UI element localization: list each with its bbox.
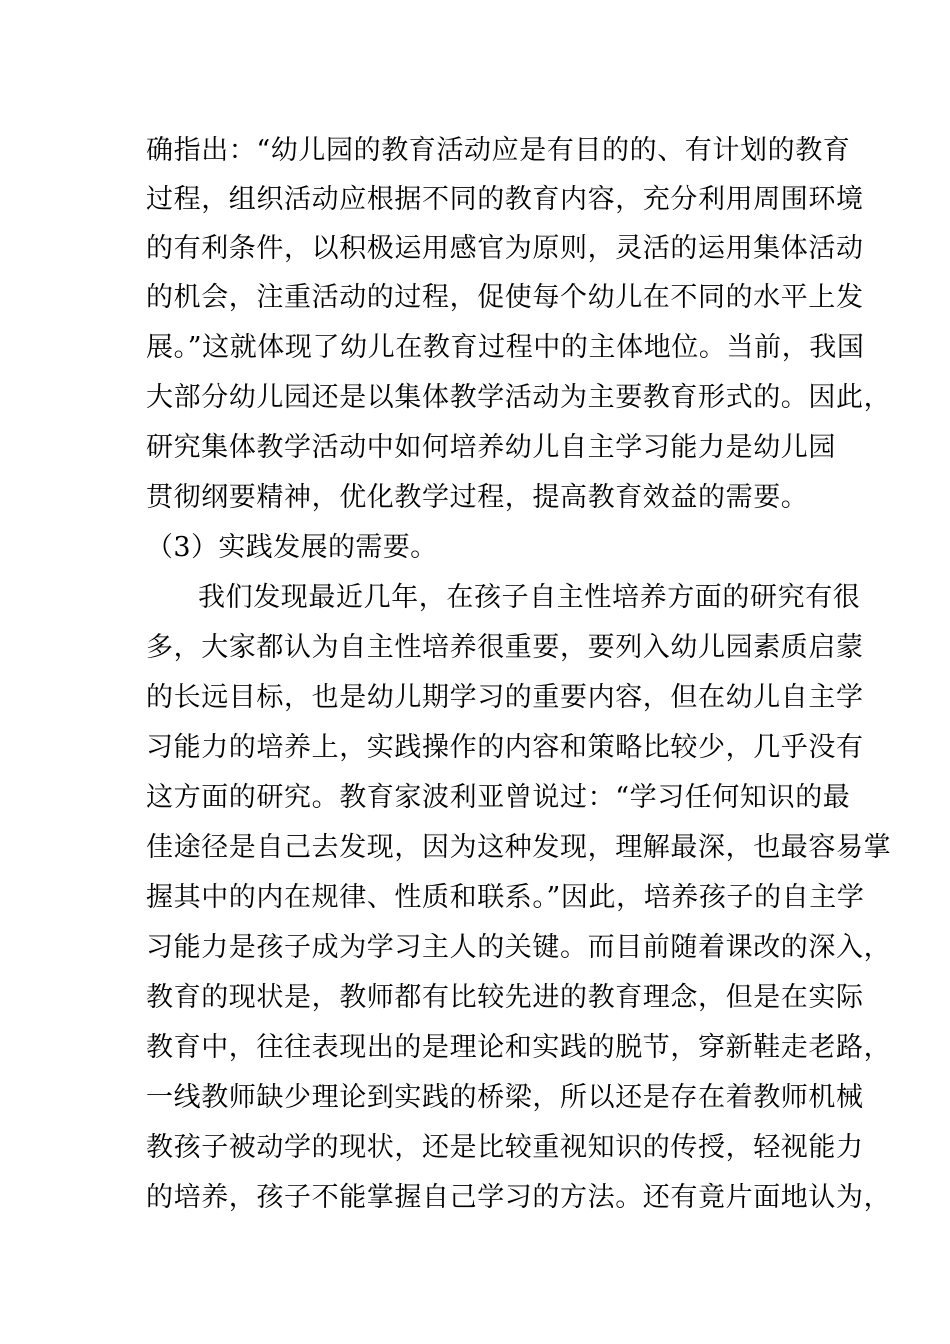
text-line: 习能力是孩子成为学习主人的关键。而目前随着课改的深入， (146, 932, 892, 963)
text-line: 佳途径是自己去发现，因为这种发现，理解最深，也最容易掌 (146, 832, 892, 863)
text-line: 这方面的研究。教育家波利亚曾说过：“学习任何知识的最 (146, 782, 851, 813)
text-line: 多，大家都认为自主性培养很重要，要列入幼儿园素质启蒙 (146, 632, 864, 663)
text-line: 习能力的培养上，实践操作的内容和策略比较少，几乎没有 (146, 732, 864, 763)
section-heading: （3）实践发展的需要。 (146, 532, 438, 563)
text-line: 贯彻纲要精神，优化教学过程，提高教育效益的需要。 (146, 482, 809, 513)
text-line: 的机会，注重活动的过程，促使每个幼儿在不同的水平上发 (146, 282, 864, 313)
text-line: 的长远目标，也是幼儿期学习的重要内容，但在幼儿自主学 (146, 682, 864, 713)
text-line: 教育中，往往表现出的是理论和实践的脱节，穿新鞋走老路， (146, 1032, 892, 1063)
paragraph-first-line: 我们发现最近几年，在孩子自主性培养方面的研究有很 (198, 582, 861, 613)
text-line: 大部分幼儿园还是以集体教学活动为主要教育形式的。因此， (146, 382, 892, 413)
text-line: 的有利条件，以积极运用感官为原则，灵活的运用集体活动 (146, 233, 864, 264)
text-line: 教育的现状是，教师都有比较先进的教育理念，但是在实际 (146, 982, 864, 1013)
text-line: 过程，组织活动应根据不同的教育内容，充分利用周围环境 (146, 184, 864, 215)
text-line: 握其中的内在规律、性质和联系。”因此，培养孩子的自主学 (146, 882, 865, 913)
text-line: 教孩子被动学的现状，还是比较重视知识的传授，轻视能力 (146, 1132, 864, 1163)
text-line: 一线教师缺少理论到实践的桥梁，所以还是存在着教师机械 (146, 1082, 864, 1113)
text-line: 展。”这就体现了幼儿在教育过程中的主体地位。当前，我国 (146, 332, 865, 363)
text-line: 的培养，孩子不能掌握自己学习的方法。还有竟片面地认为， (146, 1182, 892, 1213)
text-line: 研究集体教学活动中如何培养幼儿自主学习能力是幼儿园 (146, 432, 836, 463)
text-line: 确指出：“幼儿园的教育活动应是有目的的、有计划的教育 (146, 135, 851, 166)
